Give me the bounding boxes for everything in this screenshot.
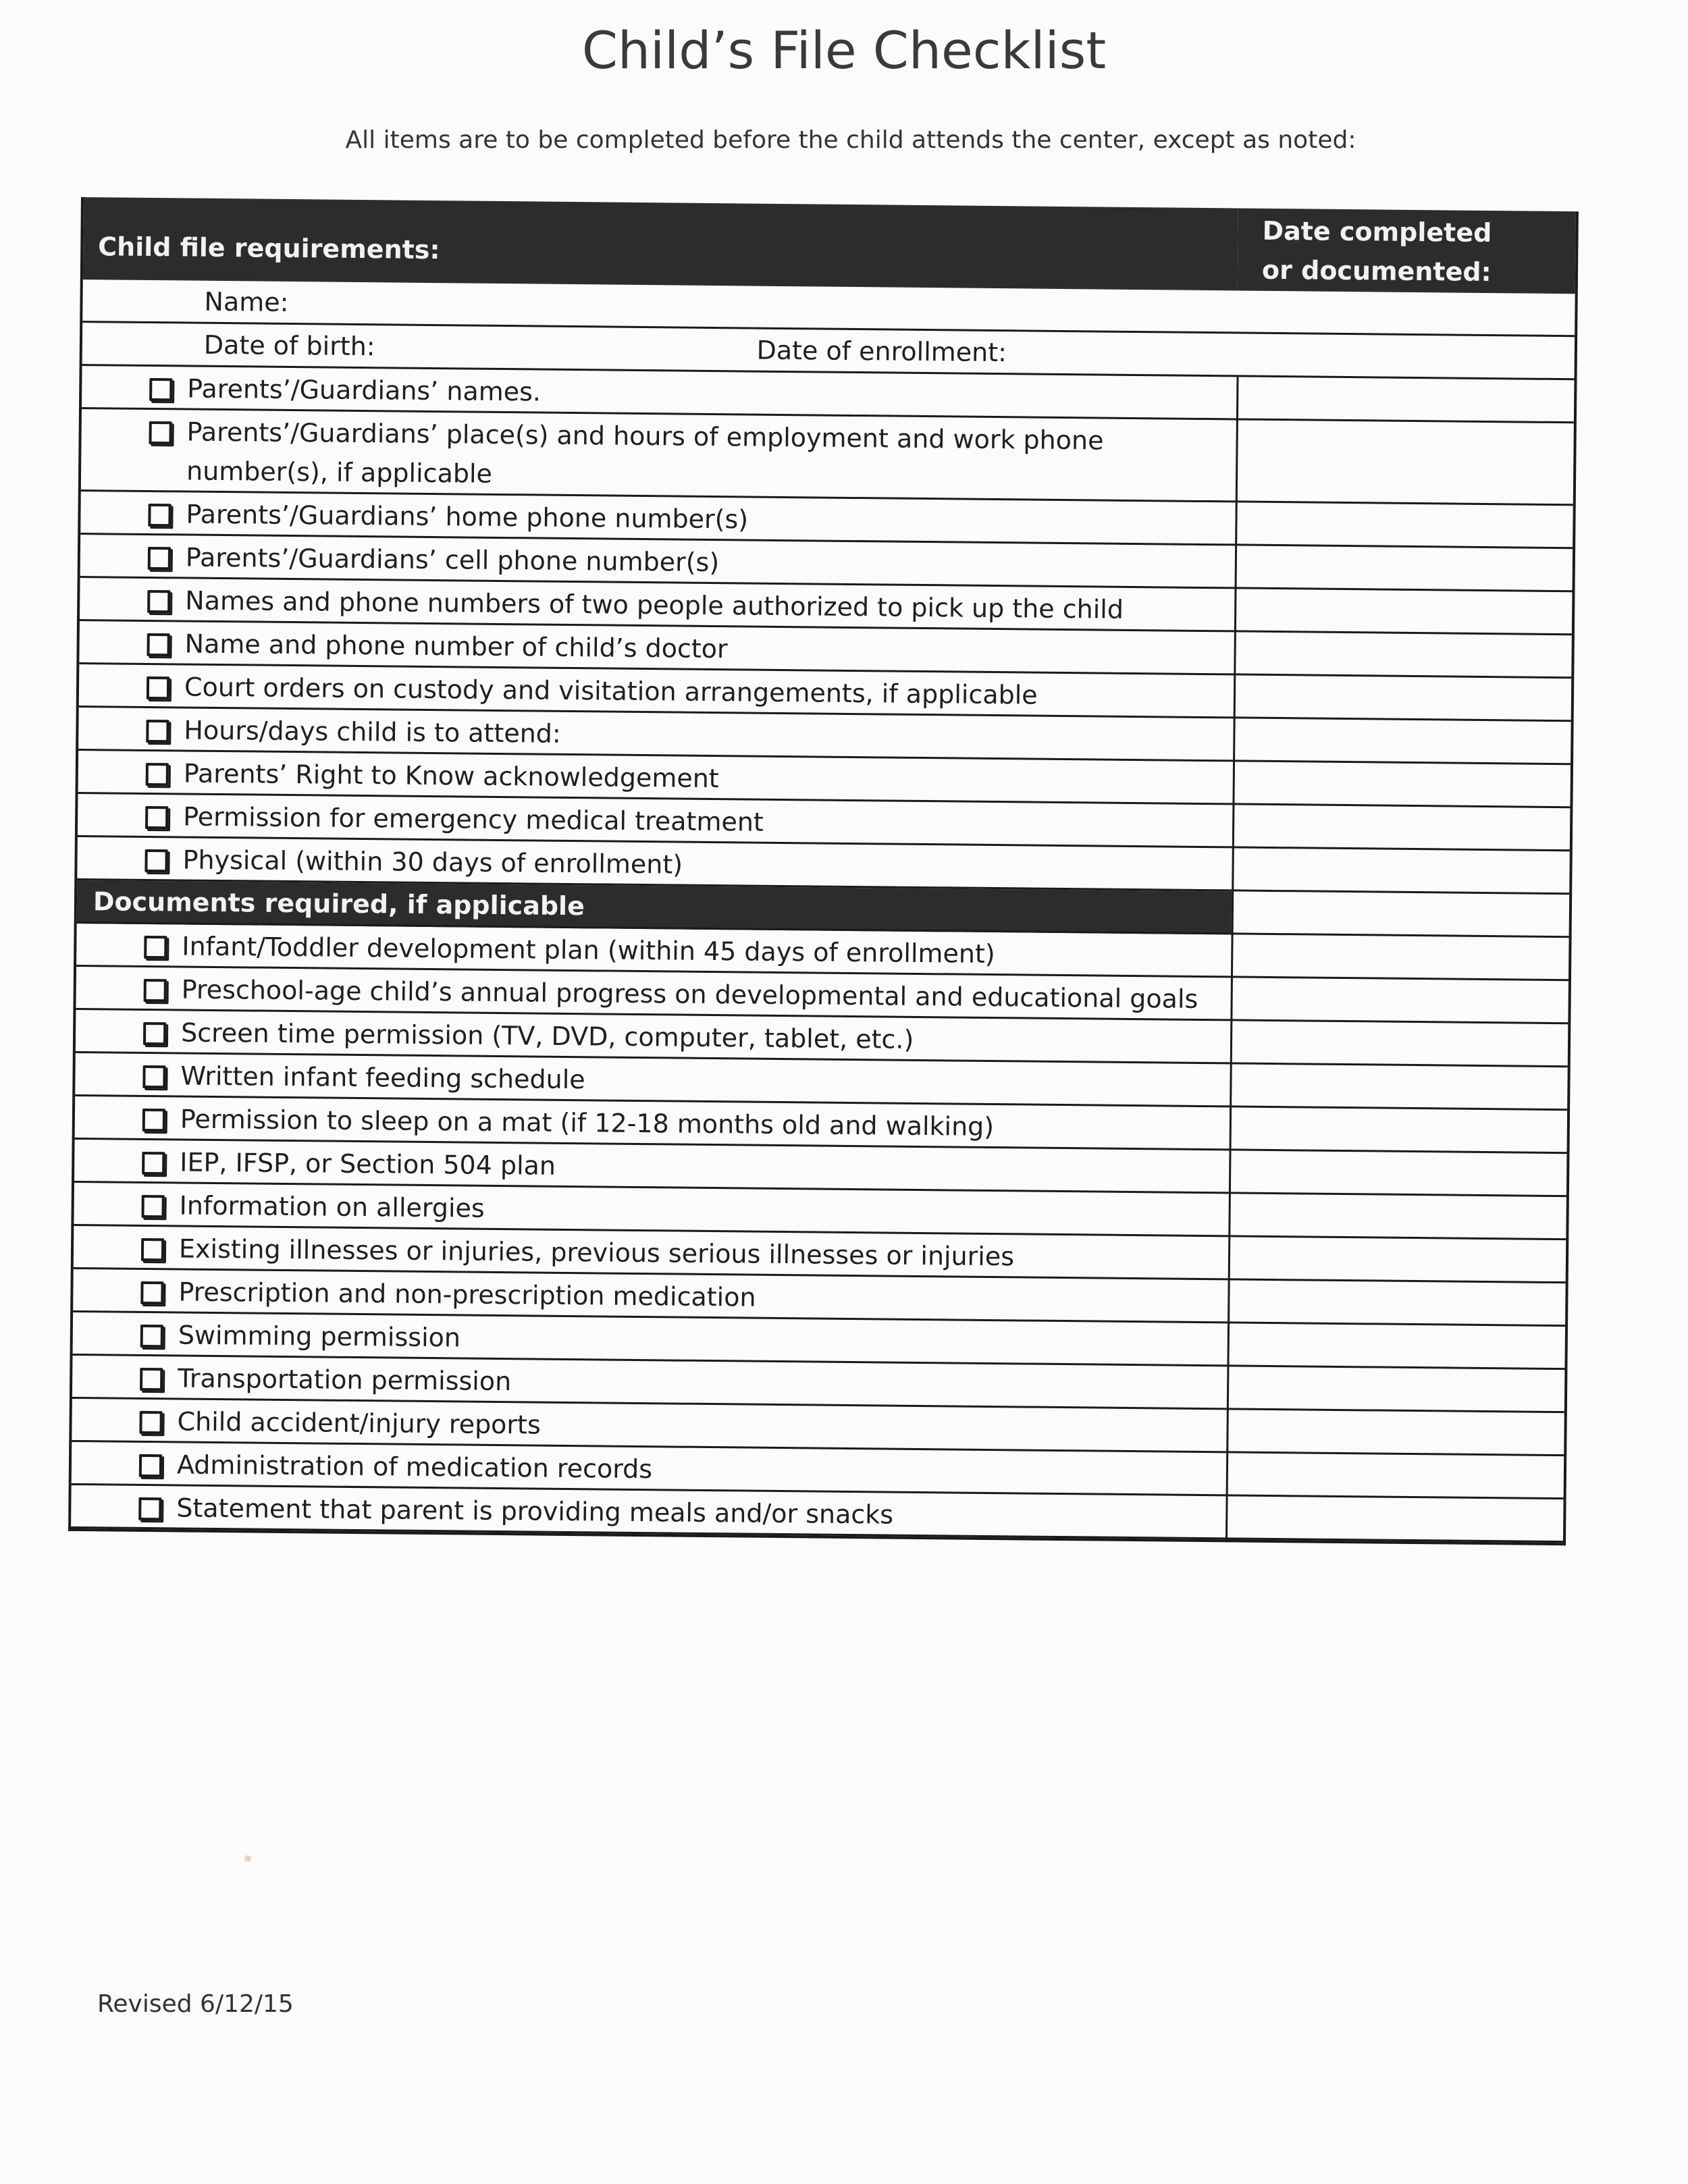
checkbox-icon[interactable] bbox=[139, 1411, 162, 1434]
checklist-item-label: Swimming permission bbox=[178, 1320, 461, 1353]
checklist-item-label: Administration of medication records bbox=[176, 1449, 653, 1485]
checkbox-icon[interactable] bbox=[140, 1325, 163, 1348]
checklist-item-label: Parents’/Guardians’ cell phone number(s) bbox=[185, 542, 720, 578]
date-completed-cell[interactable] bbox=[1230, 1107, 1568, 1154]
date-completed-cell[interactable] bbox=[1227, 1366, 1565, 1413]
checklist-item-label: Name and phone number of child’s doctor bbox=[184, 629, 728, 664]
checkbox-icon[interactable] bbox=[141, 1195, 164, 1218]
header-date-line2: or documented: bbox=[1261, 255, 1492, 288]
checklist-item-label: Parents’/Guardians’ place(s) and hours of employment and work phone number(s), if applicable bbox=[186, 417, 1104, 489]
checklist-item-label: Transportation permission bbox=[178, 1363, 512, 1397]
date-completed-cell[interactable] bbox=[1233, 718, 1571, 765]
doe-label: Date of enrollment: bbox=[756, 335, 1007, 368]
checkbox-icon[interactable] bbox=[144, 979, 167, 1002]
dob-label: Date of birth: bbox=[203, 329, 375, 362]
checklist-item-label: Parents’ Right to Know acknowledgement bbox=[183, 758, 719, 794]
date-completed-cell[interactable] bbox=[1230, 1064, 1568, 1111]
checkbox-icon[interactable] bbox=[142, 1152, 165, 1175]
checklist-item-label: Names and phone numbers of two people authorized to pick up the child bbox=[185, 585, 1124, 624]
date-completed-cell[interactable] bbox=[1235, 545, 1573, 592]
checklist-item-label: IEP, IFSP, or Section 504 plan bbox=[180, 1147, 556, 1181]
date-completed-cell[interactable] bbox=[1232, 848, 1570, 895]
date-completed-cell[interactable] bbox=[1234, 589, 1573, 635]
date-completed-cell[interactable] bbox=[1232, 805, 1571, 851]
checklist-item bbox=[81, 409, 1236, 502]
checkbox-icon[interactable] bbox=[139, 1454, 162, 1477]
checkbox-icon[interactable] bbox=[148, 504, 171, 527]
header-requirements: Child file requirements: bbox=[83, 197, 1238, 290]
checklist-item-label: Screen time permission (TV, DVD, computer, tablet, etc.) bbox=[180, 1017, 914, 1055]
date-completed-cell[interactable] bbox=[1234, 675, 1572, 722]
checkbox-icon[interactable] bbox=[146, 763, 169, 786]
checkbox-icon[interactable] bbox=[140, 1281, 163, 1304]
checklist-item-label: Physical (within 30 days of enrollment) bbox=[182, 845, 683, 880]
checklist-item-label: Court orders on custody and visitation arrangements, if applicable bbox=[184, 672, 1038, 710]
date-completed-cell[interactable] bbox=[1226, 1453, 1564, 1499]
checkbox-icon[interactable] bbox=[144, 849, 167, 872]
checklist-item-label: Permission to sleep on a mat (if 12-18 months old and walking) bbox=[180, 1104, 995, 1142]
checkbox-icon[interactable] bbox=[141, 1238, 164, 1261]
checklist-item-label: Written infant feeding schedule bbox=[180, 1061, 585, 1095]
checklist-item-label: Existing illnesses or injuries, previous serious illnesses or injuries bbox=[178, 1233, 1015, 1272]
header-date-line1: Date completed bbox=[1262, 215, 1492, 248]
checkbox-icon[interactable] bbox=[142, 1065, 165, 1088]
header-date-completed bbox=[1238, 208, 1576, 294]
checkbox-icon[interactable] bbox=[149, 421, 172, 444]
date-completed-cell[interactable] bbox=[1230, 1021, 1568, 1067]
revision-note: Revised 6/12/15 bbox=[97, 1990, 294, 2018]
checklist-item-label: Infant/Toddler development plan (within 45 days of enrollment) bbox=[182, 931, 995, 969]
date-completed-cell[interactable] bbox=[1230, 978, 1568, 1024]
scan-speck bbox=[244, 1855, 251, 1862]
checkbox-icon[interactable] bbox=[147, 590, 170, 613]
date-completed-cell[interactable] bbox=[1231, 934, 1569, 981]
checklist-item-label: Parents’/Guardians’ home phone number(s) bbox=[186, 499, 749, 535]
date-completed-cell[interactable] bbox=[1226, 1410, 1564, 1456]
date-completed-cell[interactable] bbox=[1232, 891, 1570, 938]
date-completed-cell[interactable] bbox=[1227, 1323, 1565, 1370]
checkbox-icon[interactable] bbox=[147, 633, 169, 656]
checkbox-icon[interactable] bbox=[143, 1022, 166, 1045]
checklist-item-label: Prescription and non-prescription medication bbox=[178, 1277, 756, 1312]
checklist-item-label: Permission for emergency medical treatment bbox=[182, 801, 764, 837]
checkbox-icon[interactable] bbox=[148, 547, 171, 570]
checklist-item-label: Statement that parent is providing meals and/or snacks bbox=[176, 1493, 894, 1530]
date-completed-cell[interactable] bbox=[1225, 1496, 1564, 1543]
checkbox-icon[interactable] bbox=[138, 1497, 161, 1520]
date-completed-cell[interactable] bbox=[1228, 1280, 1566, 1327]
checklist-item-label: Child accident/injury reports bbox=[177, 1406, 541, 1440]
checkbox-icon[interactable] bbox=[140, 1368, 163, 1391]
date-completed-cell[interactable] bbox=[1236, 420, 1574, 506]
date-completed-cell[interactable] bbox=[1228, 1237, 1566, 1283]
checkbox-icon[interactable] bbox=[145, 806, 168, 829]
date-completed-cell[interactable] bbox=[1234, 632, 1572, 678]
date-completed-cell[interactable] bbox=[1232, 762, 1571, 808]
checklist-item-label: Information on allergies bbox=[179, 1190, 485, 1223]
page-title: Child’s File Checklist bbox=[581, 20, 1107, 80]
checklist-table bbox=[68, 197, 1579, 1545]
checklist-item-label: Hours/days child is to attend: bbox=[184, 715, 561, 749]
checklist-item-label: Preschool-age child’s annual progress on developmental and educational goals bbox=[181, 974, 1198, 1014]
checkbox-icon[interactable] bbox=[144, 936, 167, 959]
date-completed-cell[interactable] bbox=[1235, 502, 1573, 549]
checkbox-icon[interactable] bbox=[149, 378, 172, 401]
instructions-text: All items are to be completed before the child attends the center, except as noted: bbox=[345, 126, 1356, 154]
checkbox-icon[interactable] bbox=[146, 720, 169, 743]
checklist-item-label: Parents’/Guardians’ names. bbox=[187, 373, 542, 407]
date-completed-cell[interactable] bbox=[1228, 1194, 1566, 1240]
section-documents-required: Documents required, if applicable bbox=[77, 880, 1232, 934]
name-label: Name: bbox=[204, 286, 289, 317]
date-completed-cell[interactable] bbox=[1229, 1150, 1567, 1197]
date-completed-cell[interactable] bbox=[1236, 377, 1575, 423]
checkbox-icon[interactable] bbox=[147, 676, 169, 699]
checkbox-icon[interactable] bbox=[142, 1109, 165, 1131]
